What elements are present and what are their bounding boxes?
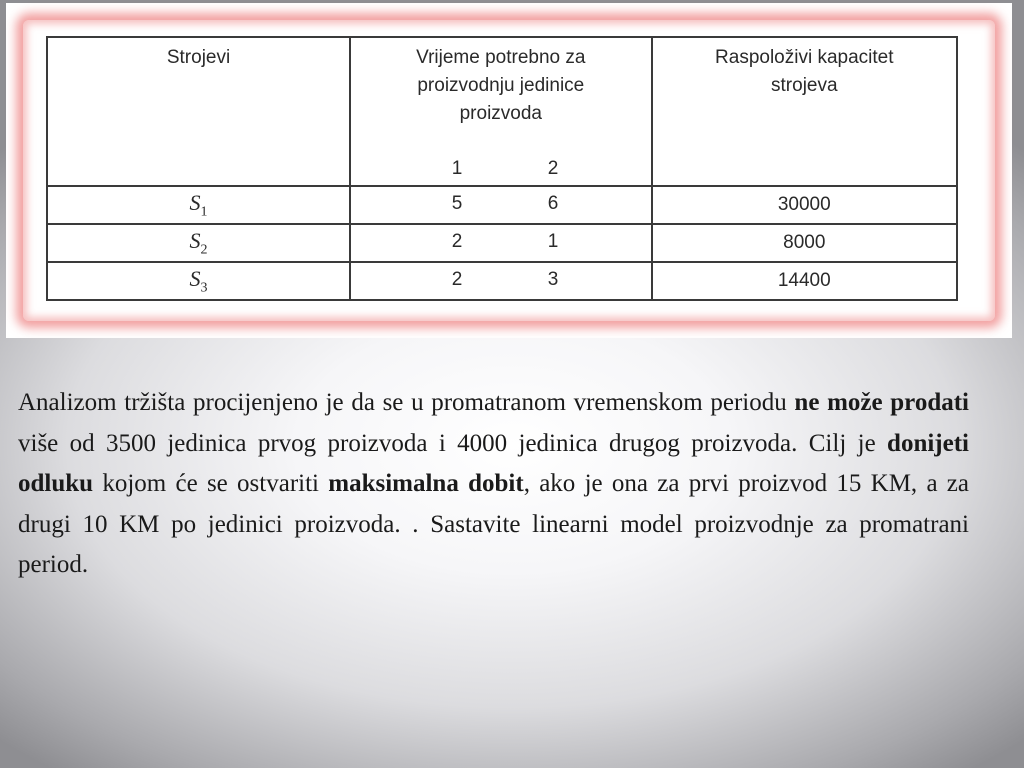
emphasis-max-profit: maksimalna dobit [328, 470, 524, 497]
product-label-2: 2 [547, 158, 559, 179]
capacity-cell: 14400 [652, 262, 957, 300]
time-product-1: 2 [451, 269, 463, 290]
header-capacity: Raspoloživi kapacitet strojeva [652, 37, 957, 186]
statement-text: , ako je ona za prvi proizvod 15 KM, a za drugi 10 KM po jedinici proizvoda. . Sastavite linearni model proizvodnje za promatrani period. [18, 470, 969, 578]
machine-capacity-table [46, 36, 958, 301]
time-cell [350, 186, 652, 224]
time-product-2: 6 [547, 193, 559, 214]
time-product-2: 1 [547, 231, 559, 252]
statement-text: više od 3500 jedinica prvog proizvoda i 4000 jedinica drugog proizvoda. Cilj je [18, 429, 888, 457]
time-product-2: 3 [547, 269, 559, 290]
product-label-1: 1 [451, 158, 463, 179]
time-product-1: 2 [451, 231, 463, 252]
statement-text: Analizom tržišta procijenjeno je da se u promatranom vremenskom periodu [18, 389, 795, 416]
header-time-required-label: Vrijeme potrebno za proizvodnju jedinice proizvoda [416, 47, 586, 124]
statement-text: kojom će se ostvariti [93, 470, 329, 497]
time-cell [350, 262, 652, 300]
emphasis-make-decision: donijeti odluku [18, 429, 969, 497]
header-machines: Strojevi [47, 37, 350, 186]
machine-cell: $S_2$ [47, 224, 350, 262]
machine-cell: $S_1$ [47, 186, 350, 224]
header-time-required [350, 37, 652, 186]
product-number-row [351, 155, 651, 179]
capacity-cell: 30000 [652, 186, 957, 224]
capacity-cell: 8000 [652, 224, 957, 262]
table-row [47, 262, 957, 300]
table-row [47, 186, 957, 224]
emphasis-cannot-sell: ne može prodati [794, 389, 969, 416]
problem-statement [18, 383, 969, 586]
table-row [47, 224, 957, 262]
machine-cell: $S_3$ [47, 262, 350, 300]
time-cell [350, 224, 652, 262]
time-product-1: 5 [451, 193, 463, 214]
table-header-row [47, 37, 957, 186]
